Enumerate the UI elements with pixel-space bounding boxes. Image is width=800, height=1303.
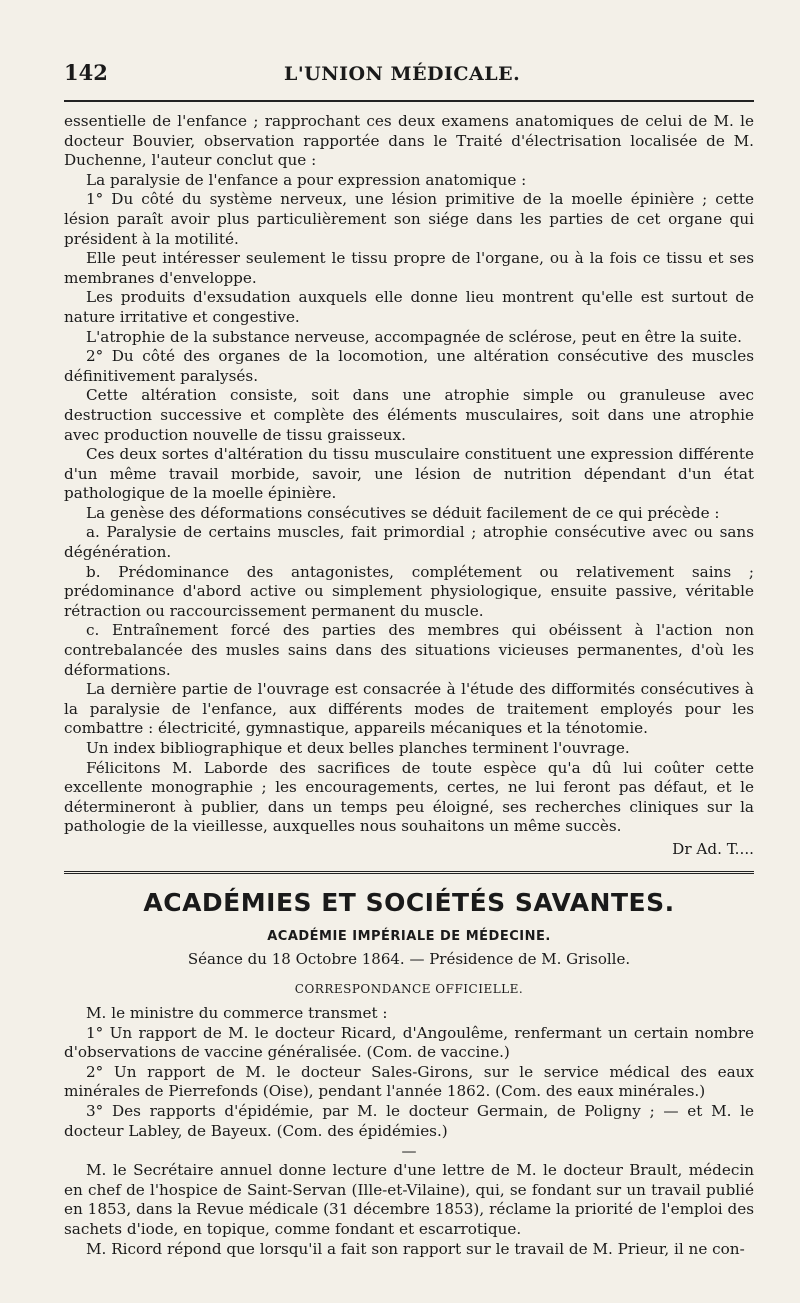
review-paragraph: Elle peut intéresser seulement le tissu propre de l'organe, ou à la fois ce tissu et ses membranes d'enveloppe. — [64, 249, 754, 287]
header-rule — [64, 100, 754, 102]
review-paragraph: 1° Du côté du système nerveux, une lésion primitive de la moelle épinière ; cette lésion paraît avoir plus particulièrement son siége dans les parties de cet organe qui président à la motilité. — [64, 190, 754, 248]
section-divider: — — [401, 1142, 417, 1161]
section-rule — [64, 871, 754, 876]
review-paragraph: La dernière partie de l'ouvrage est consacrée à l'étude des difformités consécutives à la paralysie de l'enfance, aux différents modes de traitement employés pour les combattre : électricité, gymnastique, appareils mécaniques et la ténotomie. — [64, 680, 754, 738]
review-paragraph: Cette altération consiste, soit dans une atrophie simple ou granuleuse avec destruction successive et complète des éléments musculaires, soit dans une atrophie avec production nouvelle de tissu graisseux. — [64, 386, 754, 444]
book-review — [64, 112, 754, 859]
journal-title: L'UNION MÉDICALE. — [284, 63, 521, 85]
review-paragraph: Un index bibliographique et deux belles planches terminent l'ouvrage. — [86, 739, 630, 757]
review-paragraph: La genèse des déformations consécutives se déduit facilement de ce qui précède : — [86, 503, 720, 522]
page — [64, 60, 754, 1259]
page-number: 142 — [64, 60, 108, 85]
review-paragraph: 2° Du côté des organes de la locomotion, une altération consécutive des muscles définitivement paralysés. — [64, 347, 754, 385]
academies-section — [64, 888, 754, 1259]
session-line: Séance du 18 Octobre 1864. — Présidence de M. Grisolle. — [187, 949, 631, 968]
subsection-title: ACADÉMIE IMPÉRIALE DE MÉDECINE. — [267, 928, 551, 944]
section-paragraph: 2° Un rapport de M. le docteur Sales-Girons, sur le service médical des eaux minérales de Pierrefonds (Oise), pendant l'année 1862. (Com. des eaux minérales.) — [64, 1062, 754, 1101]
section-paragraph: M. Ricord répond que lorsqu'il a fait son rapport sur le travail de M. Prieur, il ne con- — [86, 1239, 745, 1258]
review-paragraph: L'atrophie de la substance nerveuse, accompagnée de sclérose, peut en être la suite. — [86, 327, 742, 346]
review-paragraph: Ces deux sortes d'altération du tissu musculaire constituent une expression différente d'un même travail morbide, savoir, une lésion de nutrition dépendant d'un état pathologique de la moelle épinière. — [64, 445, 754, 503]
section-paragraph: 3° Des rapports d'épidémie, par M. le docteur Germain, de Poligny ; — et M. le docteur Labley, de Bayeux. (Com. des épidémies.) — [64, 1101, 754, 1140]
review-paragraph: La paralysie de l'enfance a pour expression anatomique : — [86, 170, 527, 189]
review-paragraph: Félicitons M. Laborde des sacrifices de toute espèce qu'a dû lui coûter cette excellente monographie ; les encouragements, certes, ne lui feront pas défaut, et le détermineront à publier, dans un temps peu éloigné, ses recherches cliniques sur la pathologie de la vieillesse, auxquelles nous souhaitons un même succès. — [64, 758, 754, 836]
review-paragraph: a. Paralysie de certains muscles, fait primordial ; atrophie consécutive avec ou sans dégénération. — [64, 523, 754, 562]
review-paragraph: Les produits d'exsudation auxquels elle donne lieu montrent qu'elle est surtout de nature irritative et congestive. — [64, 288, 754, 326]
review-paragraph: b. Prédominance des antagonistes, complétement ou relativement sains ; prédominance d'abord active ou simplement physiologique, ensuite passive, véritable rétraction ou raccourcissement permanent du muscle. — [64, 562, 754, 620]
section-paragraph: M. le ministre du commerce transmet : — [86, 1003, 388, 1022]
correspondence-heading: CORRESPONDANCE OFFICIELLE. — [294, 981, 524, 996]
review-paragraph: c. Entraînement forcé des parties des membres qui obéissent à l'action non contrebalancée des musles sains dans des situations vicieuses permanentes, d'où les déformations. — [64, 621, 754, 679]
review-paragraph: essentielle de l'enfance ; rapprochant ces deux examens anatomiques de celui de M. le docteur Bouvier, observation rapportée dans le Traité d'électrisation localisée de M. Duchenne, l'auteur conclut que : — [64, 112, 754, 170]
section-title: ACADÉMIES ET SOCIÉTÉS SAVANTES. — [143, 887, 675, 917]
section-paragraph: M. le Secrétaire annuel donne lecture d'une lettre de M. le docteur Brault, médecin en chef de l'hospice de Saint-Servan (Ille-et-Vilaine), qui, se fondant sur un travail publié en 1853, dans la Revue médicale (31 décembre 1853), réclame la priorité de l'emploi des sachets d'iode, en topique, comme fondant et escarrotique. — [64, 1161, 754, 1238]
review-signature: Dr Ad. T.... — [672, 839, 754, 858]
running-head — [64, 60, 754, 90]
section-paragraph: 1° Un rapport de M. le docteur Ricard, d'Angoulême, renfermant un certain nombre d'observations de vaccine généralisée. (Com. de vaccine.) — [64, 1023, 754, 1062]
